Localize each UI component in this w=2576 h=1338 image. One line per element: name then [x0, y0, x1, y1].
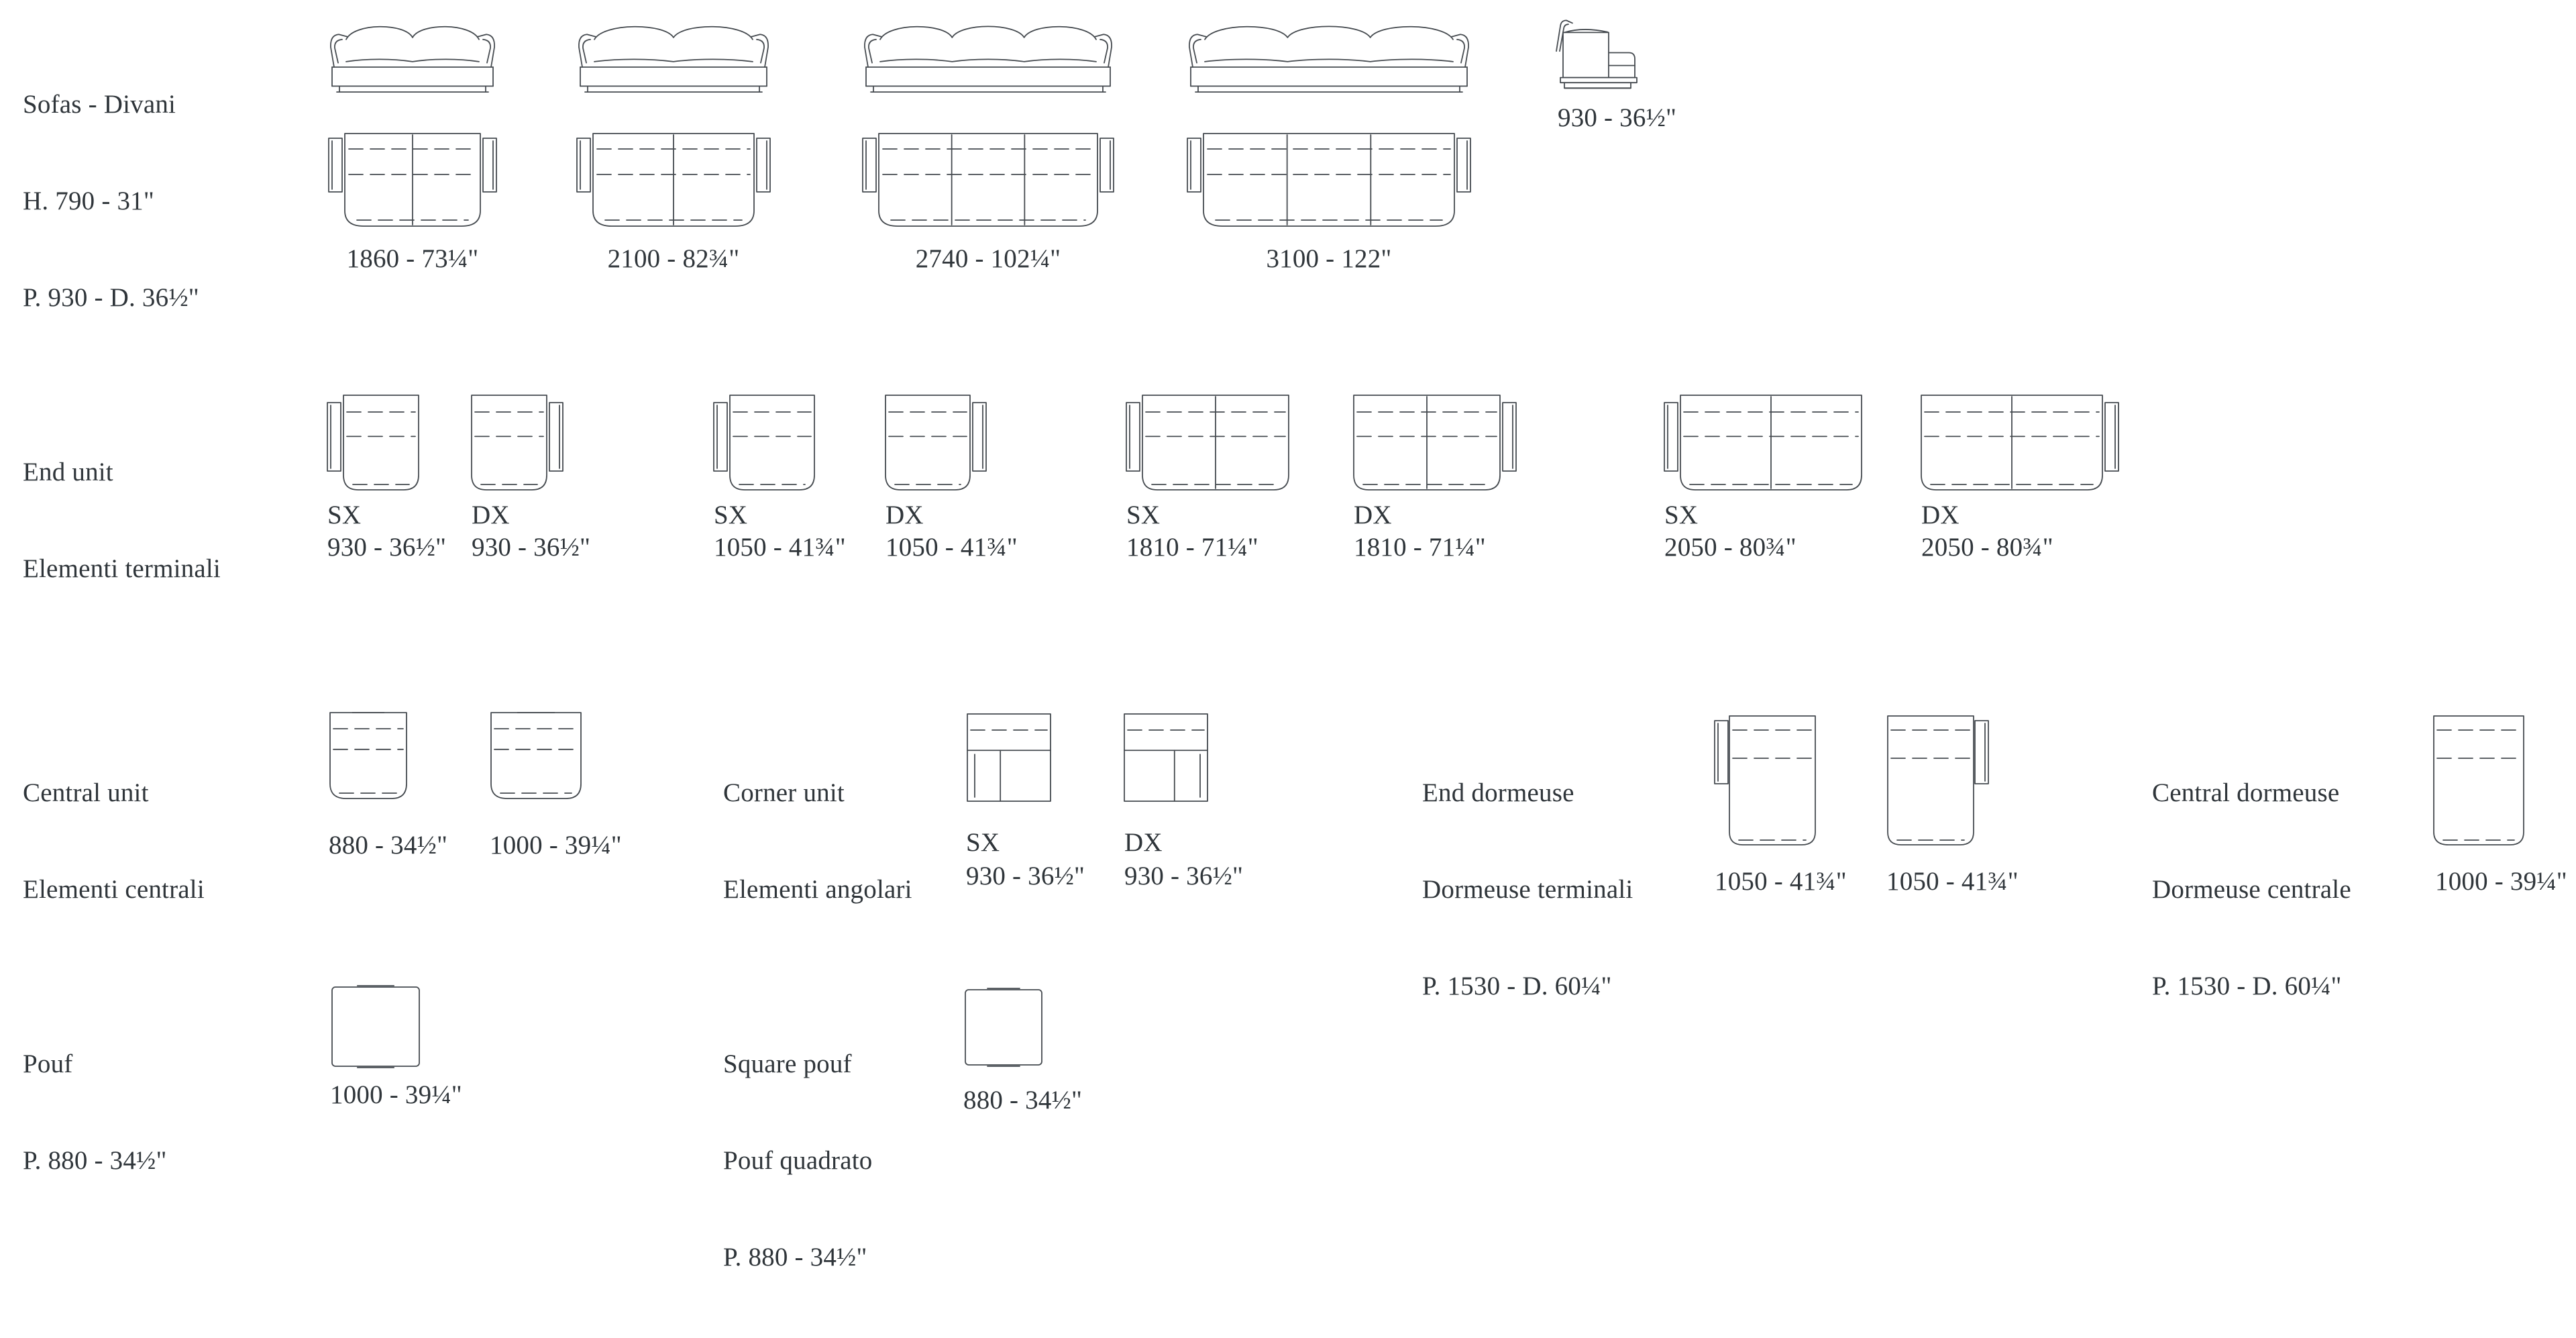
- end-unit-1050-sx-dim-label: 1050 - 41¾": [714, 533, 846, 562]
- end-unit-2050-sx-side-label: SX: [1664, 501, 1699, 529]
- central-dormeuse-dim-label: 1000 - 39¼": [2435, 867, 2567, 896]
- end-unit-1050-sx-drawing: [714, 392, 816, 498]
- central-unit-1000-dim-label: 1000 - 39¼": [490, 831, 622, 860]
- sofas-spec-height: H. 790 - 31": [23, 187, 154, 215]
- square-pouf-dim-label: 880 - 34½": [963, 1086, 1083, 1115]
- sofa-2740-dim-label: 2740 - 102¼": [915, 244, 1061, 273]
- end-unit-930-dx-dim-label: 930 - 36½": [472, 533, 591, 562]
- end-unit-1050-sx-side-label: SX: [714, 501, 748, 529]
- end-unit-2050-dx-drawing: [1920, 392, 2118, 498]
- sofa-2740-front-drawing: [863, 16, 1114, 94]
- end-unit-1810-sx-dim-label: 1810 - 71¼": [1126, 533, 1258, 562]
- pouf-header: [23, 984, 167, 1241]
- square-pouf-title-en: Square pouf: [723, 1049, 852, 1078]
- corner-unit-sx-side-label: SX: [966, 828, 1000, 857]
- end-dormeuse-sx-dim-label: 1050 - 41¾": [1715, 867, 1847, 896]
- end-unit-1050-dx-dim-label: 1050 - 41¾": [885, 533, 1018, 562]
- corner-unit-dx-side-label: DX: [1124, 828, 1163, 857]
- sofa-3100-plan-drawing: [1187, 130, 1470, 231]
- end-unit-2050-dx-dim-label: 2050 - 80¾": [1921, 533, 2053, 562]
- central-unit-880-drawing: [329, 710, 408, 804]
- pouf-dim-label: 1000 - 39¼": [330, 1080, 462, 1109]
- end-unit-2050-sx-dim-label: 2050 - 80¾": [1664, 533, 1796, 562]
- square-pouf-drawing: [963, 988, 1044, 1067]
- sofa-side-dim-label: 930 - 36½": [1558, 103, 1677, 132]
- corner-units-title-it: Elementi angolari: [723, 875, 912, 904]
- end-dormeuse-spec: P. 1530 - D. 60¼": [1422, 972, 1612, 1000]
- square-pouf-spec: P. 880 - 34½": [723, 1243, 867, 1272]
- pouf-title: Pouf: [23, 1049, 73, 1078]
- sofa-3100-dim-label: 3100 - 122": [1266, 244, 1392, 273]
- end-unit-930-dx-drawing: [470, 392, 563, 498]
- sofa-2740-plan-drawing: [863, 130, 1114, 231]
- central-unit-1000-drawing: [490, 710, 582, 804]
- central-units-title-it: Elementi centrali: [23, 875, 205, 904]
- end-unit-930-sx-drawing: [327, 392, 420, 498]
- end-dormeuse-dx-dim-label: 1050 - 41¾": [1886, 867, 2019, 896]
- end-unit-1810-dx-dim-label: 1810 - 71¼": [1354, 533, 1486, 562]
- end-dormeuse-title-en: End dormeuse: [1422, 778, 1574, 807]
- end-units-title-en: End unit: [23, 458, 113, 486]
- corner-unit-sx-drawing: [966, 713, 1052, 803]
- end-dormeuse-title-it: Dormeuse terminali: [1422, 875, 1633, 904]
- sofas-spec-depth: P. 930 - D. 36½": [23, 283, 199, 312]
- central-units-title-en: Central unit: [23, 778, 149, 807]
- corner-unit-sx-dim-label: 930 - 36½": [966, 862, 1085, 890]
- sofa-2100-plan-drawing: [577, 130, 770, 231]
- sofa-1860-front-drawing: [329, 16, 496, 94]
- sofa-2100-front-drawing: [577, 16, 770, 94]
- central-dormeuse-header: [2152, 713, 2351, 1067]
- end-unit-930-dx-side-label: DX: [472, 501, 510, 529]
- end-unit-1050-dx-drawing: [884, 392, 986, 498]
- end-unit-930-sx-side-label: SX: [327, 501, 362, 529]
- central-dormeuse-drawing: [2432, 714, 2525, 848]
- central-dormeuse-spec: P. 1530 - D. 60¼": [2152, 972, 2342, 1000]
- end-unit-1810-dx-side-label: DX: [1354, 501, 1392, 529]
- square-pouf-title-it: Pouf quadrato: [723, 1146, 873, 1175]
- sofa-side-view-drawing: [1548, 16, 1649, 94]
- sofas-header: [23, 24, 199, 378]
- pouf-spec: P. 880 - 34½": [23, 1146, 167, 1175]
- sofa-1860-dim-label: 1860 - 73¼": [346, 244, 479, 273]
- corner-units-header: [723, 713, 912, 970]
- end-unit-2050-dx-side-label: DX: [1921, 501, 1960, 529]
- sofas-title: Sofas - Divani: [23, 90, 176, 119]
- end-unit-1810-dx-drawing: [1352, 392, 1516, 498]
- end-unit-2050-sx-drawing: [1664, 392, 1863, 498]
- end-unit-1810-sx-drawing: [1126, 392, 1290, 498]
- sofa-2100-dim-label: 2100 - 82¾": [607, 244, 740, 273]
- end-dormeuse-header: [1422, 713, 1633, 1067]
- end-dormeuse-sx-drawing: [1715, 714, 1817, 848]
- central-dormeuse-title-en: Central dormeuse: [2152, 778, 2340, 807]
- end-unit-930-sx-dim-label: 930 - 36½": [327, 533, 447, 562]
- central-unit-880-dim-label: 880 - 34½": [329, 831, 448, 860]
- end-dormeuse-dx-drawing: [1886, 714, 1988, 848]
- central-units-header: [23, 713, 205, 970]
- pouf-drawing: [330, 985, 421, 1068]
- end-units-title-it: Elementi terminali: [23, 554, 221, 583]
- sofa-1860-plan-drawing: [329, 130, 496, 231]
- square-pouf-header: [723, 984, 872, 1338]
- corner-unit-dx-dim-label: 930 - 36½": [1124, 862, 1244, 890]
- end-units-header: [23, 392, 221, 650]
- sofa-3100-front-drawing: [1187, 16, 1470, 94]
- corner-unit-dx-drawing: [1123, 713, 1209, 803]
- end-unit-1810-sx-side-label: SX: [1126, 501, 1161, 529]
- end-unit-1050-dx-side-label: DX: [885, 501, 924, 529]
- central-dormeuse-title-it: Dormeuse centrale: [2152, 875, 2351, 904]
- corner-units-title-en: Corner unit: [723, 778, 845, 807]
